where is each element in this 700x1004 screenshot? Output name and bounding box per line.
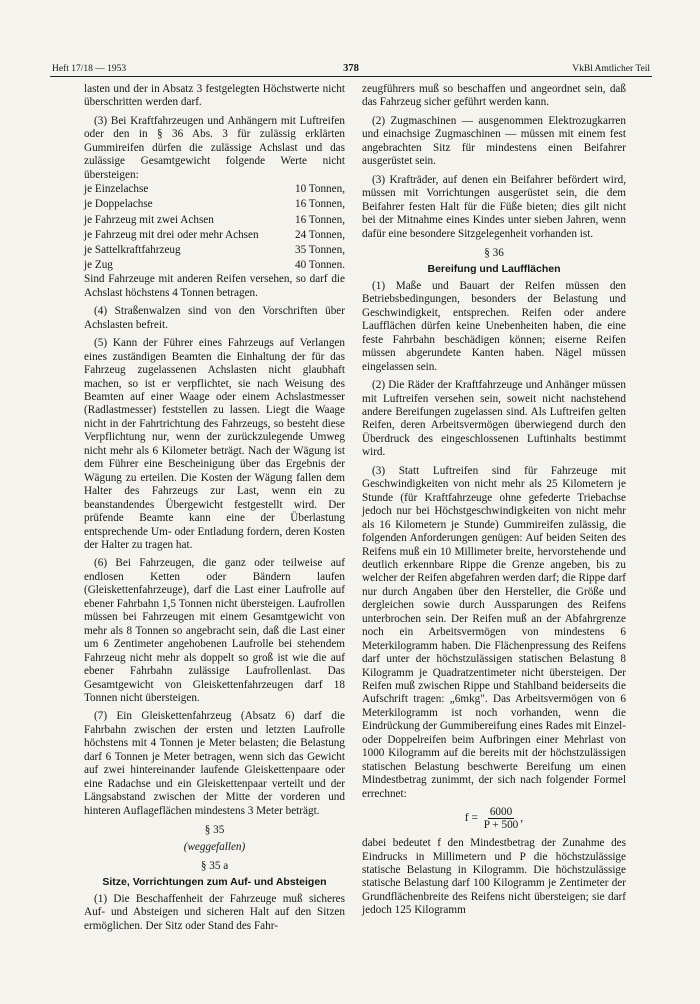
section-title: Sitze, Vorrichtungen zum Auf- und Absteigen — [102, 876, 327, 889]
limits-row — [84, 213, 345, 228]
limits-row — [84, 243, 345, 258]
section-note: (weggefallen) — [183, 840, 246, 853]
right-column — [362, 83, 626, 923]
limit-label: je Zug — [84, 259, 113, 272]
paragraph: dabei bedeutet f den Mindestbetrag der Zunahme des Eindrucks in Millimetern und P die höchstzulässige statische Belastung in Kilogramm. Die höchstzulässige statische Belastung darf 100 Kilogramm je Zentimeter der Grundflächenbreite des Reifens nicht übersteigen; sie darf jedoch 125 Kilogramm — [362, 837, 626, 917]
issue-label: Heft 17/18 — 1953 — [52, 64, 127, 74]
paragraph: (3) Statt Luftreifen sind für Fahrzeuge mit Geschwindigkeiten von nicht mehr als 25 Kilometern je Stunde (für Kraftfahrzeuge ohne gefederte Triebachse jedoch nur bei Höchstgeschwindigkeiten von nicht mehr als 16 Kilometern je Stunde) Gummireifen zulässig, die folgenden Anforderungen genügen: Auf beiden Seiten des Reifens muß ein 10 Millimeter breite, hervorstehende und deutlich erkennbare Rippe die Grenze angeben, bis zu welcher der Reifen abgefahren werden darf; die Rippe darf nur durch Angaben über den Hersteller, die Größe und dergleichen sowie durch Aussparungen des Reifens unterbrochen sein. Der Reifen muß an der Abfahrgrenze noch ein Arbeitsvermögen von mindestens 6 Meterkilogramm haben. Die Flächenpressung des Reifens darf unter der höchstzulässigen statischen Belastung 8 Kilogramm je Quadratzentimeter nicht übersteigen. Der Reifen muß zwischen Rippe und Stahlband beiderseits die Aufschrift tragen: „6mkg". Das Arbeitsvermögen von 6 Meterkilogramm ist noch vorhanden, wenn die Eindrückung der Gummibereifung eines Rades mit Einzel- oder Doppelreifen beim Aufbringen einer Mehrlast von 1000 Kilogramm auf die bereits mit der höchstzulässigen statischen Belastung beschwerte Bereifung um einen Mindestbetrag zunimmt, der sich nach folgender Formel errechnet: — [362, 464, 627, 800]
paragraph: (1) Maße und Bauart der Reifen müssen den Betriebsbedingungen, besonders der Belastung und Geschwindigkeit, entsprechen. Reifen oder andere Laufflächen dürfen keine Unebenheiten haben, die eine feste Fahrbahn beschädigen können; eiserne Reifen müssen abgerundete Kanten haben. Nägel müssen eingelassen sein. — [362, 279, 626, 373]
formula-fraction — [482, 806, 524, 832]
limits-row — [84, 197, 345, 212]
limit-label: je Fahrzeug mit drei oder mehr Achsen — [84, 228, 259, 241]
paragraph: (2) Zugmaschinen — ausgenommen Elektrozugkarren und einachsige Zugmaschinen — müssen mit einem fest angebrachten Sitz für mindestens einen Beifahrer ausgerüstet sein. — [362, 114, 626, 168]
journal-label: VkBl Amtlicher Teil — [572, 64, 650, 74]
limits-row — [84, 258, 345, 273]
section-heading: § 35 — [204, 824, 225, 837]
limit-label: je Fahrzeug mit zwei Achsen — [84, 213, 214, 226]
paragraph: (6) Bei Fahrzeugen, die ganz oder teilweise auf endlosen Ketten oder Bändern laufen (Gleiskettenfahrzeuge), darf die Last einer Laufrolle auf ebener Fahrbahn 1,5 Tonnen nicht übersteigen. Laufrollen müssen bei Fahrzeugen mit einem Gesamtgewicht von mehr als 8 Tonnen so angebracht sein, daß die Last einer um 6 Zentimeter angehobenen Laufrolle bei stehendem Fahrzeug nicht mehr als doppelt so groß ist wie die auf ebener Fahrbahn zulässige Laufrollenlast. Das Gesamtgewicht von Gleiskettenfahrzeugen darf 18 Tonnen nicht übersteigen. — [84, 557, 345, 704]
limits-row — [84, 228, 345, 243]
formula — [362, 806, 626, 831]
paragraph: zeugführers muß so beschaffen und angeordnet sein, daß das Fahrzeug sicher geführt werden kann. — [362, 83, 626, 109]
paragraph: (3) Bei Kraftfahrzeugen und Anhängern mit Luftreifen oder den in § 36 Abs. 3 für zulässig erklärten Gummireifen dürfen die zulässige Achslast und das zulässige Gesamtgewicht folgende Werte nicht übersteigen: — [84, 114, 345, 181]
limits-table — [84, 182, 345, 273]
paragraph: (3) Krafträder, auf denen ein Beifahrer befördert wird, müssen mit Vorrichtungen ausgerüstet sein, die dem Beifahrer festen Halt für die Füße bieten; dies gilt nicht bei der Mitnahme eines Kindes unter sieben Jahren, wenn dafür eine besondere Sitzgelegenheit vorhanden ist. — [362, 173, 626, 240]
page-header — [50, 64, 652, 77]
section-title: Bereifung und Laufflächen — [427, 263, 561, 276]
limit-value: 40 Tonnen. — [295, 259, 345, 272]
section-heading: § 35 a — [200, 859, 229, 872]
formula-numerator: 6000 — [489, 806, 513, 819]
page-number: 378 — [343, 63, 359, 74]
limit-label: je Einzelachse — [84, 183, 149, 196]
formula-denominator: P + 500 — [483, 819, 519, 832]
limits-row — [84, 182, 345, 197]
limit-label: je Sattelkraftfahrzeug — [84, 243, 181, 256]
left-column — [84, 83, 345, 938]
paragraph: (2) Die Räder der Kraftfahrzeuge und Anhänger müssen mit Luftreifen versehen sein, soweit nicht nachstehend andere Bereifungen zugelassen sind. Als Luftreifen gelten Reifen, deren Arbeitsvermögen überwiegend durch den Überdruck des eingeschlossenen Luftinhalts bestimmt wird. — [362, 379, 626, 459]
paragraph: (5) Kann der Führer eines Fahrzeugs auf Verlangen eines zuständigen Beamten die Einhaltung der für das Fahrzeug zugelassenen Achslasten nicht glaubhaft machen, so ist er verpflichtet, sie nach Weisung des Beamten auf einer Waage oder einem Achslastmesser (Radlastmesser) feststellen zu lassen. Liegt die Waage nicht in der Fahrtrichtung des Fahrzeugs, so besteht diese Verpflichtung nur, wenn der zurückzulegende Umweg nicht mehr als 6 Kilometer beträgt. Nach der Wägung ist dem Führer eine Bescheinigung über das Ergebnis der Wägung zu erteilen. Die Kosten der Wägung fallen dem Halter des Fahrzeugs zur Last, wenn ein zu beanstandendes Übergewicht festgestellt wird. Der prüfende Beamte kann eine der Überlastung entsprechende Um- oder Entladung fordern, deren Kosten der Halter zu tragen hat. — [84, 337, 345, 551]
limit-value: 16 Tonnen, — [295, 213, 345, 226]
limit-value: 24 Tonnen, — [295, 228, 345, 241]
limit-value: 35 Tonnen, — [295, 243, 345, 256]
section-heading: § 36 — [484, 246, 504, 259]
paragraph: (4) Straßenwalzen sind von den Vorschriften über Achslasten befreit. — [84, 305, 345, 331]
limit-label: je Doppelachse — [84, 198, 153, 211]
limit-value: 16 Tonnen, — [295, 198, 345, 211]
paragraph: (1) Die Beschaffenheit der Fahrzeuge muß sicheres Auf- und Absteigen und sicheren Halt auf den Sitzen ermöglichen. Der Sitz oder Stand des Fahr- — [84, 892, 345, 932]
limit-value: 10 Tonnen, — [295, 183, 345, 196]
paragraph: lasten und der in Absatz 3 festgelegten Höchstwerte nicht überschritten werden darf. — [84, 83, 345, 109]
paragraph: Sind Fahrzeuge mit anderen Reifen versehen, so darf die Achslast höchstens 4 Tonnen betragen. — [84, 273, 345, 299]
formula-tail: , — [520, 811, 524, 824]
formula-lhs: f = — [464, 811, 478, 824]
paragraph: (7) Ein Gleiskettenfahrzeug (Absatz 6) darf die Fahrbahn zwischen der ersten und letzten Laufrolle höchstens mit 4 Tonnen je Meter belasten; die Belastung darf 6 Tonnen je Meter betragen, wenn sich das Gewicht auf zwei hintereinander laufende Gleiskettenpaare oder eine Radachse und ein Gleiskettenpaar verteilt und der Längsabstand zwischen der Mitte der vorderen und hinteren Auflageflächen mindestens 3 Meter beträgt. — [84, 710, 345, 817]
